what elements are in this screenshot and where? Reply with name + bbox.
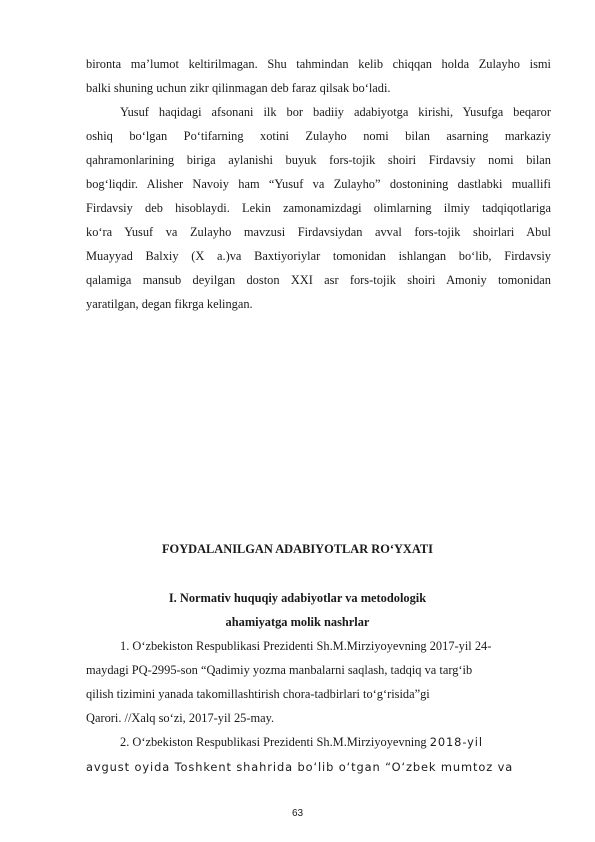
reference-text: 2. O‘zbekiston Respublikasi Prezidenti Sh.M.Mirziyoyevning (120, 735, 430, 749)
paragraph-line: balki shuning uchun zikr qilinmagan deb faraz qilsak bo‘ladi. (86, 81, 391, 95)
paragraph-line: bog‘liqdir. Alisher Navoiy ham “Yusuf va Zulayho” dostonining dastlabki muallifi (86, 177, 551, 191)
paragraph-line: bironta ma’lumot keltirilmagan. Shu tahmindan kelib chiqqan holda Zulayho ismi (86, 57, 551, 71)
reference-line: maydagi PQ-2995-son “Qadimiy yozma manbalarni saqlash, tadqiq va targ‘ib (86, 663, 473, 677)
reference-line: avgust oyida Toshkent shahrida bo‘lib o‘tgan “O‘zbek mumtoz va (86, 760, 514, 774)
paragraph-line: oshiq bo‘lgan Po‘tifarning xotini Zulayho nomi bilan asarning markaziy (86, 129, 551, 143)
paragraph-line: Muayyad Balxiy (X a.)va Baxtiyoriylar tomonidan ishlangan bo‘lib, Firdavsiy (86, 249, 551, 263)
paragraph-line: qalamiga mansub deyilgan doston XXI asr fors-tojik shoiri Amoniy tomonidan (86, 273, 551, 287)
reference-line: qilish tizimini yanada takomillashtirish chora-tadbirlari to‘g‘risida”gi (86, 687, 430, 701)
references-title: FOYDALANILGAN ADABIYOTLAR RO‘YXATI (161, 542, 433, 556)
reference-line: 1. O‘zbekiston Respublikasi Prezidenti Sh.M.Mirziyoyevning 2017-yil 24- (120, 639, 492, 653)
section-title: ahamiyatga molik nashrlar (225, 615, 370, 629)
reference-text: 2018-yil (429, 735, 483, 749)
paragraph-line: qahramonlarining biriga aylanishi buyuk fors-tojik shoiri Firdavsiy nomi bilan (86, 153, 551, 167)
paragraph-line: yaratilgan, degan fikrga kelingan. (86, 297, 253, 311)
section-title: I. Normativ huquqiy adabiyotlar va metodologik (168, 591, 427, 605)
paragraph-line: Yusuf haqidagi afsonani ilk bor badiiy adabiyotga kirishi, Yusufga beqaror (120, 105, 551, 119)
paragraph-line: ko‘ra Yusuf va Zulayho mavzusi Firdavsiydan avval fors-tojik shoirlari Abul (86, 225, 551, 239)
paragraph-line: Firdavsiy deb hisoblaydi. Lekin zamonamizdagi olimlarning ilmiy tadqiqotlariga (86, 201, 551, 215)
reference-line (120, 734, 585, 750)
page-number: 63 (291, 808, 304, 819)
reference-line: Qarori. //Xalq so‘zi, 2017-yil 25-may. (86, 711, 275, 725)
